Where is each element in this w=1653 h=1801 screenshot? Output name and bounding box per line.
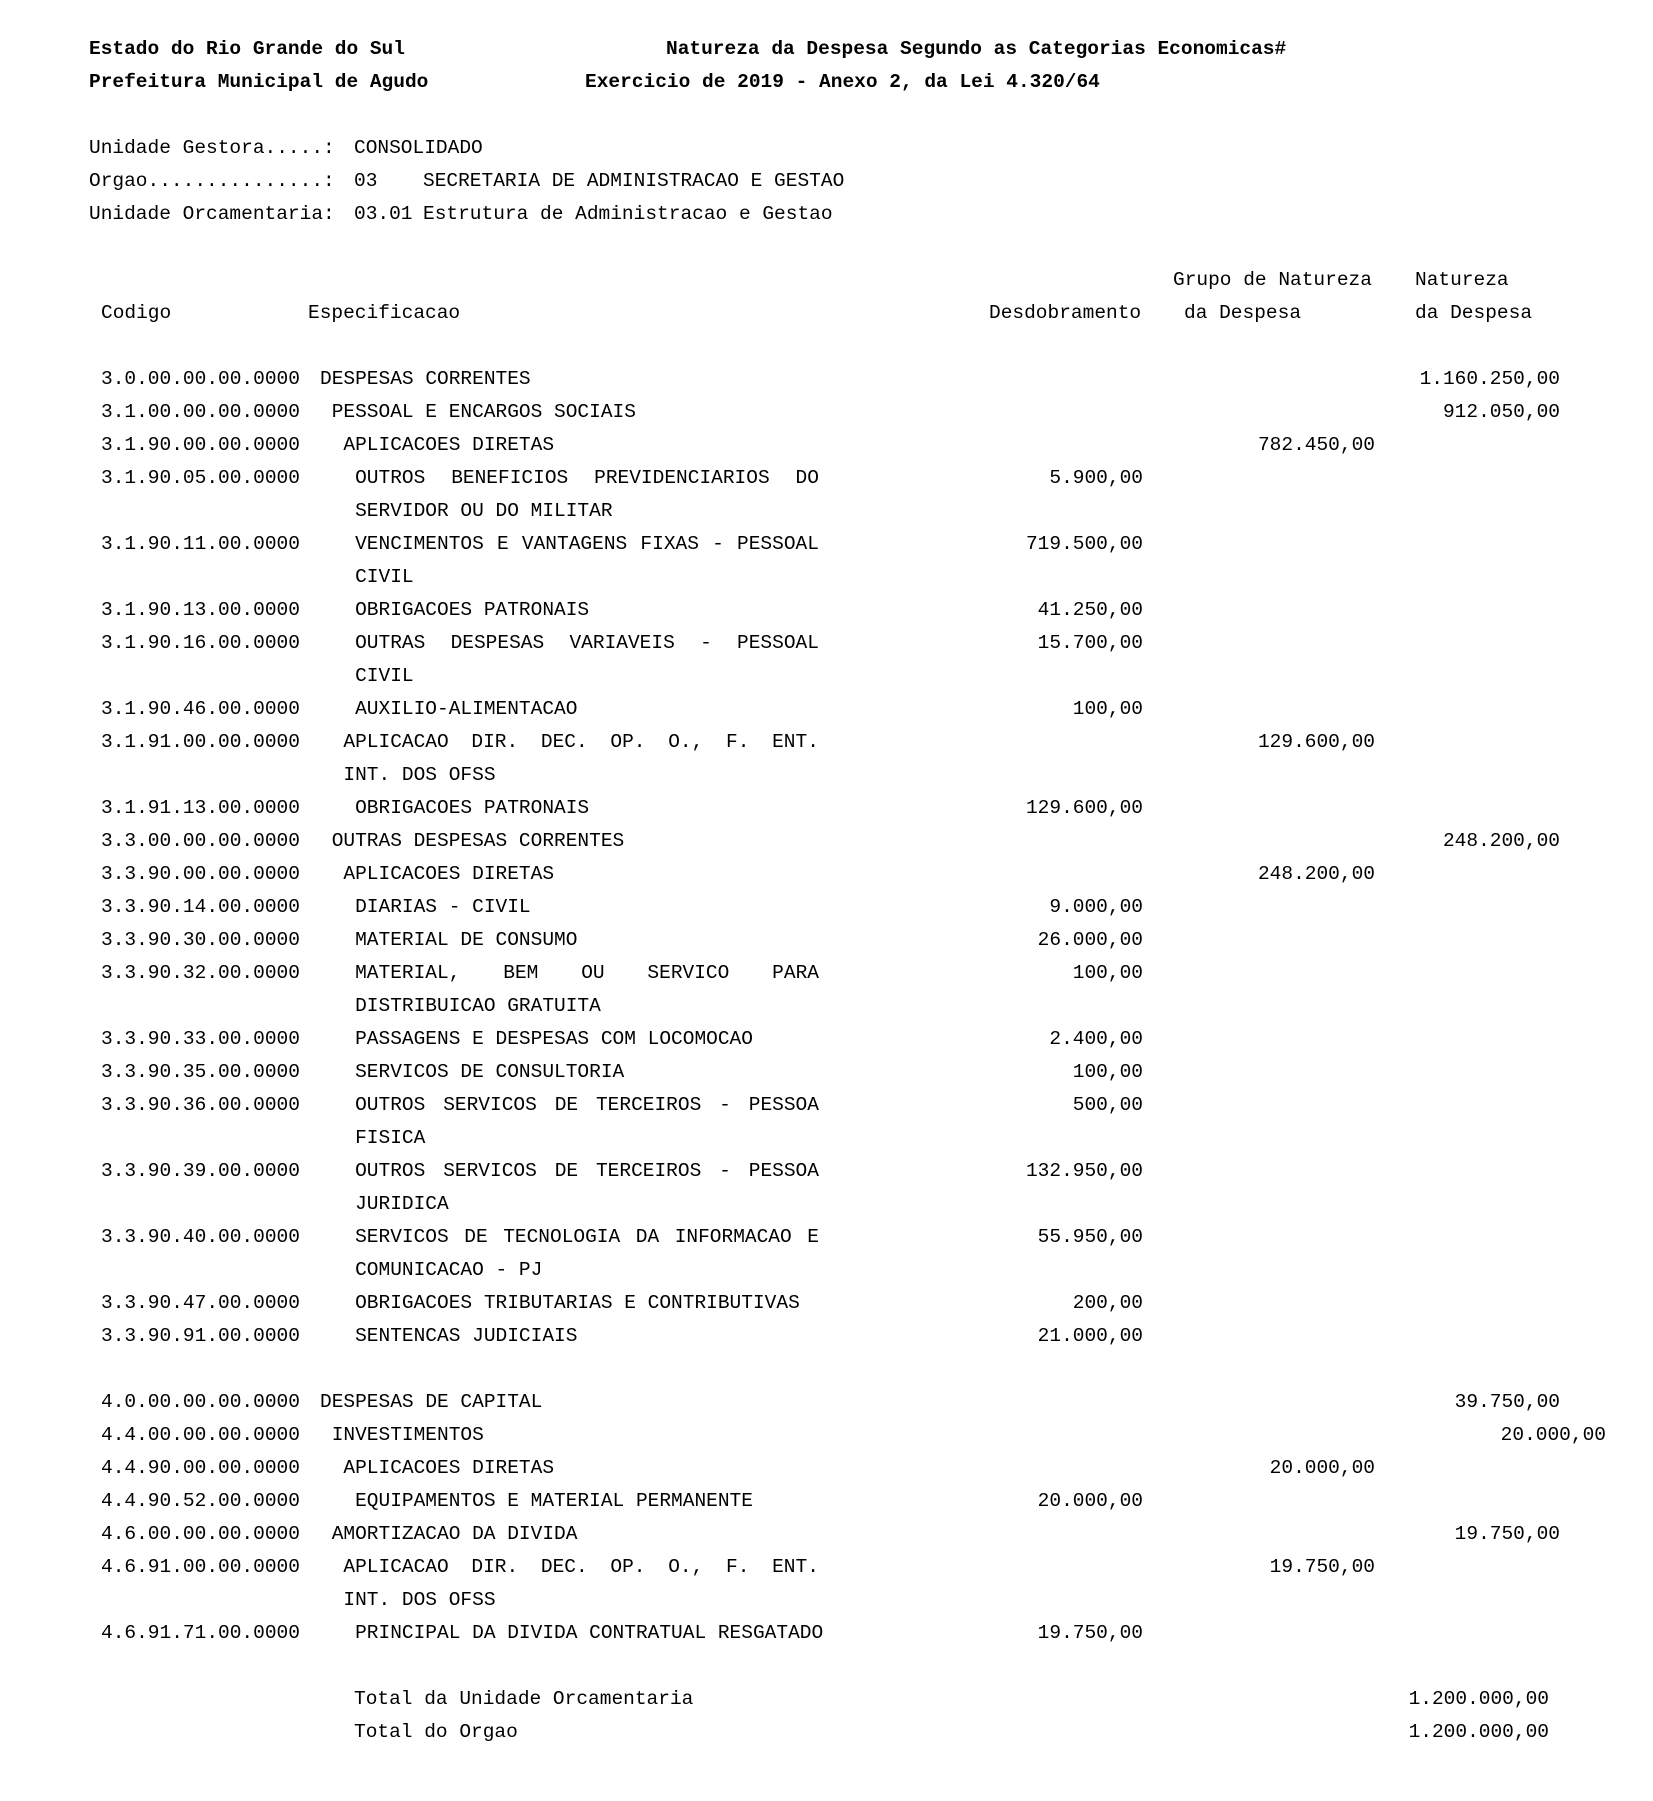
spec-word: VANTAGENS (521, 533, 628, 555)
row-natureza: 912.050,00 (1442, 401, 1560, 423)
spec-word: OUTROS (355, 1094, 426, 1116)
row-specification: COMUNICACAO - PJ (355, 1259, 543, 1281)
row-specification: INVESTIMENTOS (331, 1424, 484, 1446)
row-specification: SERVIDOR OU DO MILITAR (355, 500, 613, 522)
row-desdobramento: 26.000,00 (1037, 929, 1143, 951)
row-specification (343, 726, 819, 759)
spec-word: DIR. (471, 731, 519, 753)
row-code: 3.3.00.00.00.0000 (101, 830, 300, 852)
row-specification: AMORTIZACAO DA DIVIDA (331, 1523, 578, 1545)
row-specification: DIARIAS - CIVIL (355, 896, 531, 918)
row-specification: APLICACOES DIRETAS (343, 434, 555, 456)
row-specification: OBRIGACOES PATRONAIS (355, 599, 590, 621)
spec-word: INFORMACAO (674, 1226, 792, 1248)
spec-word: ENT. (772, 1556, 819, 1578)
row-grupo-natureza: 19.750,00 (1269, 1556, 1375, 1578)
state-name: Estado do Rio Grande do Sul (89, 38, 405, 60)
row-desdobramento: 200,00 (1072, 1292, 1143, 1314)
row-code: 4.4.00.00.00.0000 (101, 1424, 300, 1446)
row-code: 3.1.90.13.00.0000 (101, 599, 300, 621)
spec-word: PESSOA (748, 1160, 819, 1182)
row-desdobramento: 15.700,00 (1037, 632, 1143, 654)
row-natureza: 1.160.250,00 (1419, 368, 1560, 390)
spec-word: DE (554, 1094, 579, 1116)
row-desdobramento: 100,00 (1072, 1061, 1143, 1083)
spec-word: APLICACAO (343, 1556, 449, 1578)
row-desdobramento: 20.000,00 (1037, 1490, 1143, 1512)
row-specification (355, 528, 819, 561)
row-specification: MATERIAL DE CONSUMO (355, 929, 578, 951)
row-code: 3.0.00.00.00.0000 (101, 368, 300, 390)
row-specification: DESPESAS CORRENTES (320, 368, 531, 390)
row-code: 4.4.90.00.00.0000 (101, 1457, 300, 1479)
row-specification: SENTENCAS JUDICIAIS (355, 1325, 578, 1347)
row-desdobramento: 55.950,00 (1037, 1226, 1143, 1248)
row-specification: DISTRIBUICAO GRATUITA (355, 995, 601, 1017)
row-desdobramento: 21.000,00 (1037, 1325, 1143, 1347)
column-header-natureza-line2: da Despesa (1415, 302, 1533, 324)
row-code: 3.3.90.47.00.0000 (101, 1292, 300, 1314)
spec-word: DEC. (540, 731, 588, 753)
spec-word: DEC. (540, 1556, 588, 1578)
row-code: 4.6.91.71.00.0000 (101, 1622, 300, 1644)
unidade-orcamentaria-code: 03.01 (354, 203, 413, 225)
spec-word: OUTROS (355, 1160, 426, 1182)
row-natureza: 248.200,00 (1442, 830, 1560, 852)
orgao-label: Orgao...............: (89, 170, 335, 192)
spec-word: F. (726, 731, 750, 753)
spec-word: SERVICOS (355, 1226, 449, 1248)
municipality-name: Prefeitura Municipal de Agudo (89, 71, 429, 93)
spec-word: BENEFICIOS (451, 467, 569, 489)
row-code: 3.1.91.00.00.0000 (101, 731, 300, 753)
row-specification: OUTRAS DESPESAS CORRENTES (331, 830, 625, 852)
row-code: 3.3.90.00.00.0000 (101, 863, 300, 885)
spec-word: PESSOAL (737, 632, 819, 654)
spec-word: - (719, 1160, 731, 1182)
row-desdobramento: 9.000,00 (1049, 896, 1143, 918)
row-specification (355, 1089, 819, 1122)
row-code: 3.3.90.91.00.0000 (101, 1325, 300, 1347)
spec-word: - (700, 632, 712, 654)
row-code: 3.1.90.11.00.0000 (101, 533, 300, 555)
row-specification (355, 462, 819, 495)
row-specification: FISICA (355, 1127, 426, 1149)
row-specification: CIVIL (355, 665, 414, 687)
spec-word: SERVICOS (443, 1094, 537, 1116)
spec-word: SERVICO (647, 962, 730, 984)
row-specification (343, 1551, 819, 1584)
spec-word: TERCEIROS (595, 1094, 702, 1116)
unidade-gestora-label: Unidade Gestora.....: (89, 137, 335, 159)
row-specification: APLICACOES DIRETAS (343, 863, 555, 885)
spec-word: OUTROS (355, 467, 426, 489)
spec-word: O., (668, 731, 704, 753)
spec-word: OU (581, 962, 605, 984)
unidade-orcamentaria-name: Estrutura de Administracao e Gestao (423, 203, 833, 225)
row-grupo-natureza: 129.600,00 (1257, 731, 1375, 753)
row-specification (355, 1221, 819, 1254)
spec-word: MATERIAL, (355, 962, 461, 984)
row-natureza: 19.750,00 (1454, 1523, 1560, 1545)
row-desdobramento: 500,00 (1072, 1094, 1143, 1116)
row-desdobramento: 100,00 (1072, 962, 1143, 984)
spec-word: E (807, 1226, 819, 1248)
spec-word: DE (554, 1160, 579, 1182)
row-code: 3.1.90.46.00.0000 (101, 698, 300, 720)
row-specification (355, 627, 819, 660)
row-desdobramento: 129.600,00 (1025, 797, 1143, 819)
total-unidade-value: 1.200.000,00 (1408, 1688, 1549, 1710)
row-code: 3.3.90.39.00.0000 (101, 1160, 300, 1182)
column-header-desdobramento: Desdobramento (989, 302, 1142, 324)
row-code: 3.3.90.14.00.0000 (101, 896, 300, 918)
row-code: 3.1.90.05.00.0000 (101, 467, 300, 489)
column-header-grupo-line2: da Despesa (1184, 302, 1302, 324)
spec-word: OP. (610, 731, 646, 753)
row-desdobramento: 5.900,00 (1049, 467, 1143, 489)
spec-word: TERCEIROS (595, 1160, 702, 1182)
row-specification: SERVICOS DE CONSULTORIA (355, 1061, 625, 1083)
spec-word: APLICACAO (343, 731, 449, 753)
spec-word: - (712, 533, 724, 555)
row-specification: PESSOAL E ENCARGOS SOCIAIS (331, 401, 636, 423)
row-natureza: 20.000,00 (1500, 1424, 1606, 1446)
row-specification: INT. DOS OFSS (343, 1589, 496, 1611)
row-specification: PRINCIPAL DA DIVIDA CONTRATUAL RESGATADO (355, 1622, 824, 1644)
row-specification (355, 1155, 819, 1188)
total-orgao-label: Total do Orgao (354, 1721, 518, 1743)
column-header-natureza-line1: Natureza (1415, 269, 1509, 291)
unidade-gestora-value: CONSOLIDADO (354, 137, 483, 159)
spec-word: DO (795, 467, 819, 489)
spec-word: VARIAVEIS (569, 632, 675, 654)
spec-word: DESPESAS (450, 632, 545, 654)
row-specification: AUXILIO-ALIMENTACAO (355, 698, 578, 720)
row-desdobramento: 2.400,00 (1049, 1028, 1143, 1050)
row-code: 4.0.00.00.00.0000 (101, 1391, 300, 1413)
orgao-code: 03 (354, 170, 378, 192)
spec-word: ENT. (772, 731, 819, 753)
spec-word: - (719, 1094, 731, 1116)
row-code: 4.6.91.00.00.0000 (101, 1556, 300, 1578)
row-specification (355, 957, 819, 990)
row-code: 3.3.90.33.00.0000 (101, 1028, 300, 1050)
row-specification: CIVIL (355, 566, 414, 588)
row-code: 3.1.91.13.00.0000 (101, 797, 300, 819)
spec-word: PESSOAL (737, 533, 819, 555)
row-code: 4.6.00.00.00.0000 (101, 1523, 300, 1545)
row-code: 3.3.90.40.00.0000 (101, 1226, 300, 1248)
row-code: 3.3.90.30.00.0000 (101, 929, 300, 951)
row-specification: JURIDICA (355, 1193, 449, 1215)
column-header-codigo: Codigo (101, 302, 172, 324)
spec-word: DA (635, 1226, 660, 1248)
row-code: 4.4.90.52.00.0000 (101, 1490, 300, 1512)
row-desdobramento: 100,00 (1072, 698, 1143, 720)
spec-word: OUTRAS (355, 632, 426, 654)
spec-word: TECNOLOGIA (503, 1226, 621, 1248)
spec-word: VENCIMENTOS (355, 533, 484, 555)
row-specification: PASSAGENS E DESPESAS COM LOCOMOCAO (355, 1028, 753, 1050)
spec-word: SERVICOS (443, 1160, 537, 1182)
row-desdobramento: 719.500,00 (1025, 533, 1143, 555)
row-desdobramento: 132.950,00 (1025, 1160, 1143, 1182)
spec-word: O., (668, 1556, 704, 1578)
report-title: Natureza da Despesa Segundo as Categorias Economicas# (666, 38, 1287, 60)
spec-word: DIR. (471, 1556, 519, 1578)
total-orgao-value: 1.200.000,00 (1408, 1721, 1549, 1743)
row-code: 3.3.90.36.00.0000 (101, 1094, 300, 1116)
orgao-name: SECRETARIA DE ADMINISTRACAO E GESTAO (423, 170, 845, 192)
row-grupo-natureza: 20.000,00 (1269, 1457, 1375, 1479)
spec-word: PARA (772, 962, 819, 984)
spec-word: E (497, 533, 509, 555)
spec-word: F. (726, 1556, 750, 1578)
row-code: 3.3.90.35.00.0000 (101, 1061, 300, 1083)
row-specification: DESPESAS DE CAPITAL (320, 1391, 543, 1413)
spec-word: OP. (610, 1556, 646, 1578)
spec-word: PREVIDENCIARIOS (594, 467, 770, 489)
row-grupo-natureza: 248.200,00 (1257, 863, 1375, 885)
spec-word: DE (464, 1226, 488, 1248)
row-specification: OBRIGACOES PATRONAIS (355, 797, 590, 819)
row-desdobramento: 41.250,00 (1037, 599, 1143, 621)
column-header-grupo-line1: Grupo de Natureza (1173, 269, 1372, 291)
row-desdobramento: 19.750,00 (1037, 1622, 1143, 1644)
row-specification: EQUIPAMENTOS E MATERIAL PERMANENTE (355, 1490, 753, 1512)
report-subtitle: Exercicio de 2019 - Anexo 2, da Lei 4.320/64 (585, 71, 1100, 93)
spec-word: BEM (503, 962, 539, 984)
row-specification: INT. DOS OFSS (343, 764, 496, 786)
column-header-especificacao: Especificacao (308, 302, 461, 324)
total-unidade-label: Total da Unidade Orcamentaria (354, 1688, 694, 1710)
row-specification: OBRIGACOES TRIBUTARIAS E CONTRIBUTIVAS (355, 1292, 800, 1314)
row-specification: APLICACOES DIRETAS (343, 1457, 555, 1479)
row-code: 3.3.90.32.00.0000 (101, 962, 300, 984)
spec-word: PESSOA (748, 1094, 819, 1116)
unidade-orcamentaria-label: Unidade Orcamentaria: (89, 203, 335, 225)
spec-word: FIXAS (640, 533, 699, 555)
row-code: 3.1.90.00.00.0000 (101, 434, 300, 456)
row-natureza: 39.750,00 (1454, 1391, 1560, 1413)
row-code: 3.1.90.16.00.0000 (101, 632, 300, 654)
row-grupo-natureza: 782.450,00 (1257, 434, 1375, 456)
row-code: 3.1.00.00.00.0000 (101, 401, 300, 423)
